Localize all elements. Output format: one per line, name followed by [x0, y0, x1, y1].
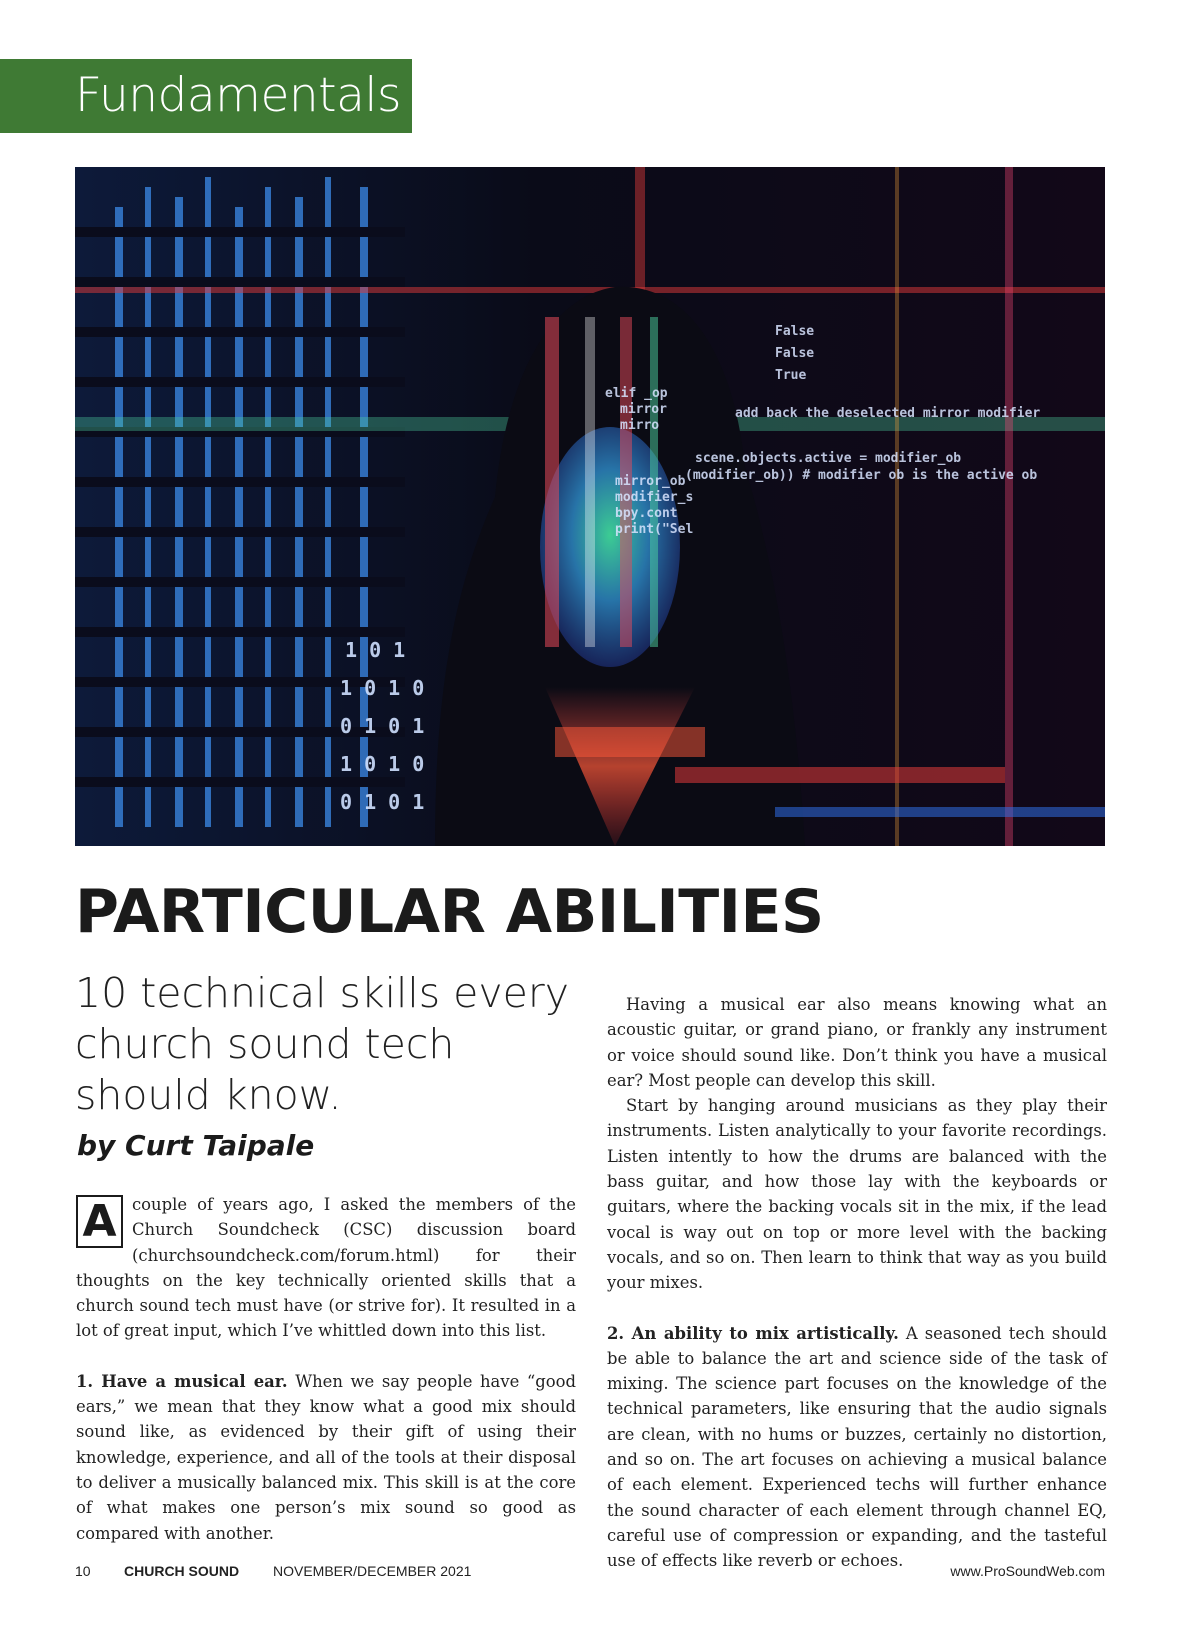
intro-text: couple of years ago, I asked the members of the Church Soundcheck (CSC) discussion board (churchsoundcheck.com/forum.html) for their thoughts on the key technically oriented skills that a church sound tech must have (or strive for). It resulted in a lot of great input, which I’ve whittled down into this list.: [76, 1195, 576, 1341]
item-2-paragraph: [607, 1321, 1107, 1574]
code-line: False: [775, 346, 815, 361]
code-line: print("Sel: [615, 522, 694, 537]
binary-row: 1 0 1 0: [340, 752, 425, 776]
item-1-text: When we say people have “good ears,” we mean that they know what a good mix should sound like, as evidenced by their gift of using their knowledge, experience, and all of the tools at their disposal to deliver a musically balanced mix. This skill is at the core of what makes one person’s mix sound so good as compared with another.: [76, 1371, 576, 1543]
code-line: False: [775, 324, 815, 339]
code-line: add back the deselected mirror modifier: [735, 406, 1041, 421]
binary-row: 0 1 0 1: [340, 790, 425, 814]
code-line: mirror_ob: [615, 474, 686, 489]
code-line: (modifier_ob)) # modifier ob is the active ob: [685, 468, 1038, 483]
article-byline: by Curt Taipale: [77, 1129, 315, 1162]
page-number: 10: [75, 1563, 91, 1579]
page-footer: [75, 1563, 1105, 1587]
item-1-paragraph: [76, 1369, 576, 1546]
code-line: bpy.cont: [615, 506, 678, 521]
item-2-lead: 2. An ability to mix artistically.: [607, 1323, 899, 1343]
article-deck: 10 technical skills every church sound tech should know.: [75, 969, 570, 1119]
code-line: mirror: [620, 402, 667, 417]
column-right: [607, 992, 1107, 1574]
code-line: mirro: [620, 418, 660, 433]
right-paragraph-2: Start by hanging around musicians as they play their instruments. Listen analytically to your favorite recordings. Listen intently to how the drums are balanced with the bass guitar, and how those lay with the keyboards or guitars, where the backing vocals sit in the mix, if the lead vocal is way out on top or more level with the backing vocals, and so on. Then learn to think that way as you build your mixes.: [607, 1096, 1107, 1293]
binary-row: 1 0 1: [345, 638, 406, 662]
code-line: scene.objects.active = modifier_ob: [695, 451, 962, 466]
intro-paragraph: [76, 1192, 576, 1344]
hero-illustration: [75, 167, 1105, 846]
binary-row: 0 1 0 1: [340, 714, 425, 738]
code-line: elif _op: [605, 386, 668, 401]
issue-date: NOVEMBER/DECEMBER 2021: [273, 1563, 472, 1579]
projected-code-portrait-image: [75, 167, 1105, 846]
item-1-lead: 1. Have a musical ear.: [76, 1371, 288, 1391]
item-2-text: A seasoned tech should be able to balance the art and science side of the task of mixing. The science part focuses on the knowledge of the technical parameters, like ensuring that the audio signals are clean, with no hums or buzzes, certainly no distortion, and so on. The art focuses on achieving a musical balance of each element. Experienced techs will further enhance the sound character of each element through channel EQ, careful use of compression or expanding, and the tasteful use of effects like reverb or echoes.: [607, 1323, 1107, 1571]
code-line: modifier_s: [615, 490, 694, 505]
section-label: Fundamentals: [0, 59, 412, 133]
binary-row: 1 0 1 0: [340, 676, 425, 700]
article-headline: PARTICULAR ABILITIES: [75, 877, 824, 947]
magazine-name: CHURCH SOUND: [124, 1563, 240, 1579]
website-link[interactable]: www.ProSoundWeb.com: [950, 1563, 1105, 1579]
column-left: [76, 1192, 576, 1546]
code-line: True: [775, 368, 807, 383]
right-paragraph-1: Having a musical ear also means knowing what an acoustic guitar, or grand piano, or frankly any instrument or voice should sound like. Don’t think you have a musical ear? Most people can develop this skill.: [607, 995, 1107, 1090]
drop-cap: A: [76, 1195, 123, 1248]
